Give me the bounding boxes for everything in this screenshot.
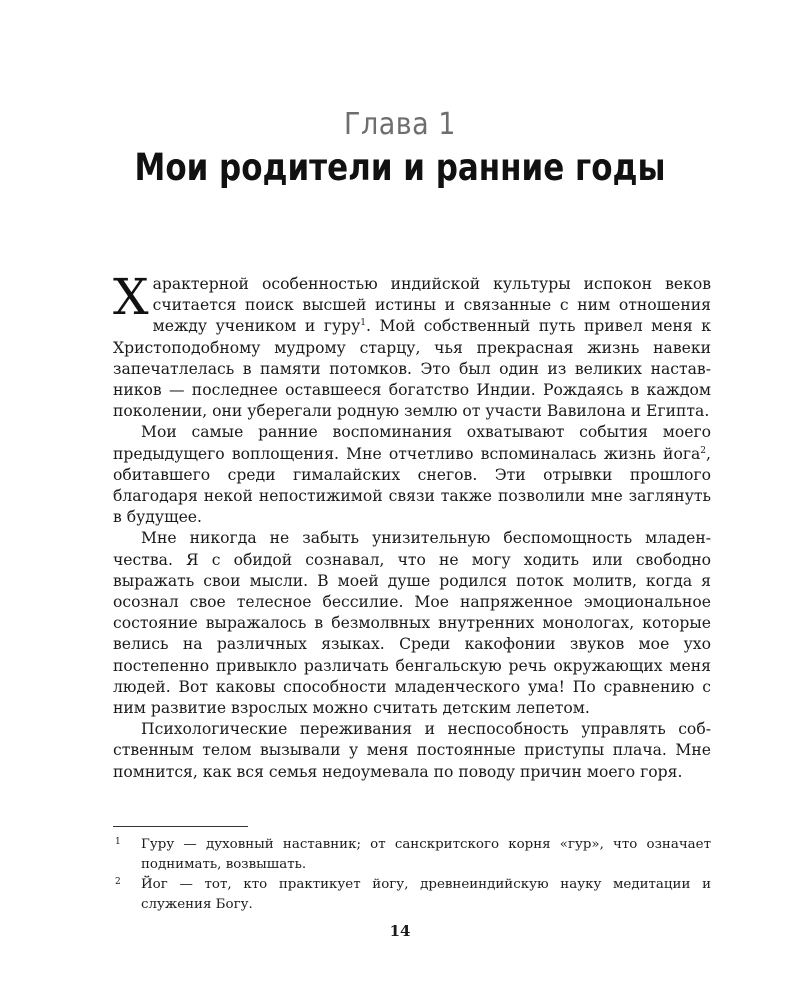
paragraph-3: Мне никогда не забыть унизительную беспомощность младенчества. Я с обидой сознавал, что не могу ходить или свободно выражать свои мысли. В моей душе родился поток молитв, когда я осознал свое телесное бессилие. Мое напряженное эмоциональное состояние выражалось в безмолвных внутренних монологах, которые велись на различных языках. Среди какофонии звуков мое ухо постепенно привыкло различать бенгальскую речь окружающих меня людей. Вот каковы способности младенческого ума! По сравнению с ним развитие взрослых можно считать детским лепетом. <box>113 529 711 718</box>
footnote-item <box>113 875 711 915</box>
footnote-number: 2 <box>115 877 121 887</box>
chapter-label: Глава 1 <box>344 107 456 142</box>
paragraph-2 <box>113 422 711 528</box>
footnote-text: Гуру — духовный наставник; от санскритского корня «гур», что означает поднимать, возвышать. <box>141 837 711 872</box>
paragraph-1-text: арактерной особенностью индийской культуры испокон веков считается поиск высшей истины и связанные с ним отношения между учеником и гуру <box>152 275 711 336</box>
paragraph-2-rest: , обитавшего среди гималайских снегов. Эти отрывки прошлого благодаря некой непостижимой связи также позволили мне заглянуть в будущее. <box>113 444 711 527</box>
footnote-number: 1 <box>115 837 121 847</box>
footnote-divider <box>113 826 248 827</box>
paragraph-2-text: Мои самые ранние воспоминания охватывают события моего предыдущего воплощения. Мне отчетливо вспоминалась жизнь йога <box>113 423 711 463</box>
drop-cap: Х <box>113 268 149 326</box>
paragraph-1 <box>113 268 711 422</box>
paragraph-4: Психологические переживания и неспособность управлять собственным телом вызывали у меня постоянные приступы плача. Мне помнится, как вся семья недоумевала по поводу причин моего горя. <box>113 720 711 781</box>
footnotes <box>113 835 711 915</box>
footnote-item <box>113 835 711 875</box>
body-text <box>113 268 711 783</box>
footnote-ref-2[interactable]: 2 <box>700 445 707 456</box>
footnote-text: Йог — тот, кто практикует йогу, древнеиндийскую науку медитации и служения Богу. <box>141 877 711 912</box>
footnote-ref-1[interactable]: 1 <box>360 318 367 329</box>
paragraph-1-rest: . Мой собственный путь привел меня к Христоподобному мудрому старцу, чья прекрасная жизнь навеки запечатлелась в памяти потомков. Это был один из великих наставников — последнее оставшееся богатство Индии. Рождаясь в каждом поколении, они уберегали родную землю от участи Вавилона и Египта. <box>113 317 711 421</box>
chapter-title: Мои родители и ранние годы <box>134 146 666 189</box>
page-number: 14 <box>389 922 411 940</box>
